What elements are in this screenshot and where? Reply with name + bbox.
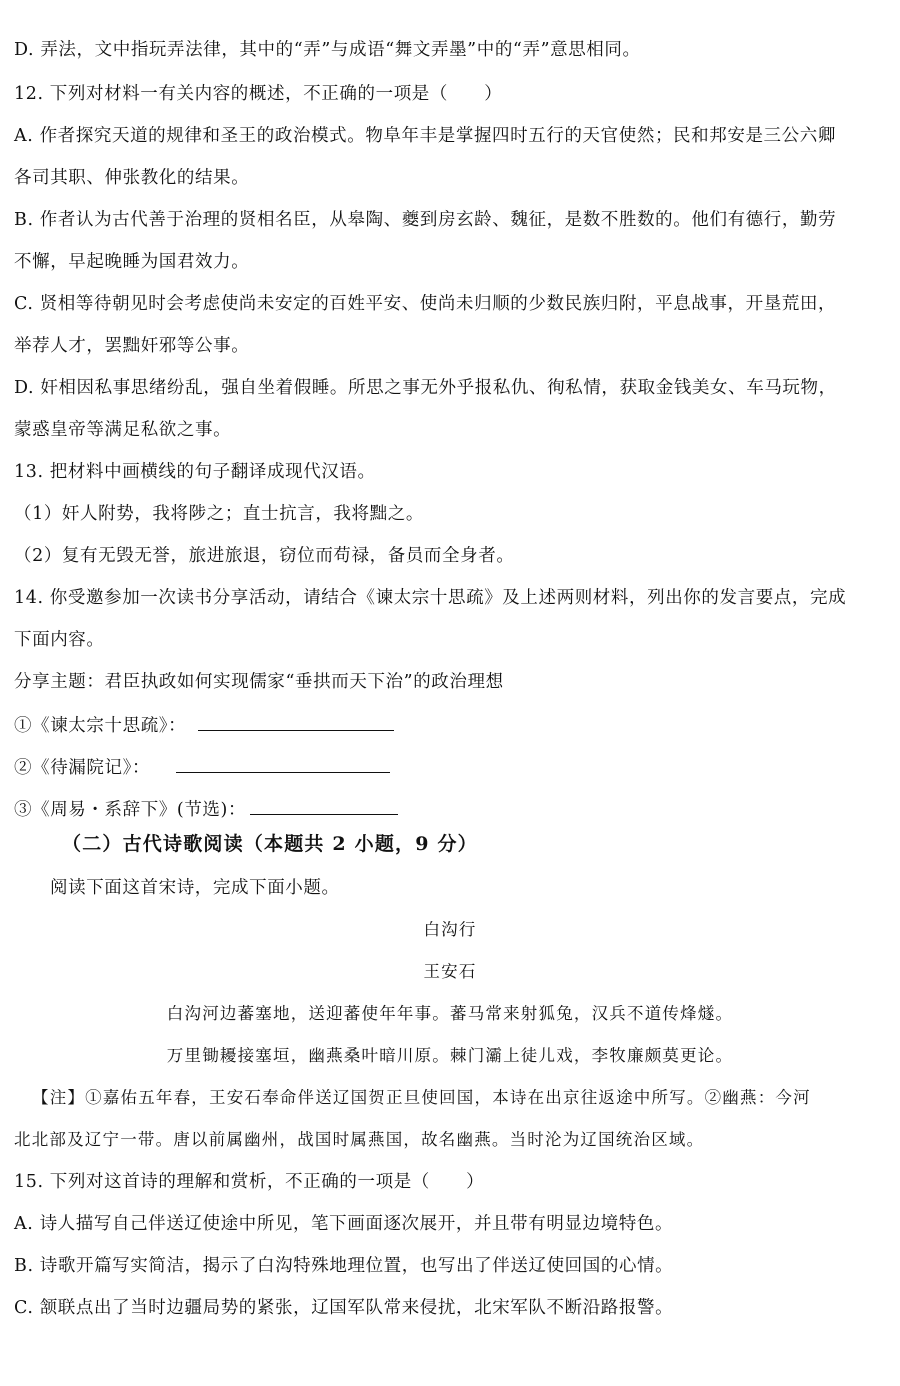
q12-stem: 12. 下列对材料一有关内容的概述，不正确的一项是（ ）	[14, 84, 503, 104]
poem-author: 王安石	[423, 962, 477, 981]
q13-item1: （1）奸人附势，我将陟之；直士抗言，我将黜之。	[14, 504, 424, 524]
q15-option-c: C. 颔联点出了当时边疆局势的紧张，辽国军队常来侵扰，北宋军队不断沿路报警。	[14, 1298, 674, 1318]
q14-answer-row-2	[14, 754, 886, 780]
share-topic: 分享主题：君臣执政如何实现儒家“垂拱而天下治”的政治理想	[14, 672, 504, 692]
section-intro: 阅读下面这首宋诗，完成下面小题。	[50, 878, 340, 898]
poem-title: 白沟行	[423, 920, 477, 939]
q12-option-c-line1: C. 贤相等待朝见时会考虑使尚未安定的百姓平安、使尚未归顺的少数民族归附，平息战事，开垦荒田，	[14, 294, 837, 314]
q12-option-b-line2: 不懈，早起晚睡为国君效力。	[14, 252, 250, 272]
q14-answer-row-3	[14, 796, 886, 822]
q15-stem: 15. 下列对这首诗的理解和赏析，不正确的一项是（ ）	[14, 1172, 485, 1192]
q14-item3-label: ③《周易・系辞下》(节选)：	[14, 800, 247, 820]
q14-item1-label: ①《谏太宗十思疏》：	[14, 716, 187, 736]
poem-line-1: 白沟河边蕃塞地，送迎蕃使年年事。蕃马常来射狐兔，汉兵不道传烽燧。	[166, 1004, 734, 1023]
q14-item2-label: ②《待漏院记》：	[14, 758, 151, 778]
q15-option-b: B. 诗歌开篇写实简洁，揭示了白沟特殊地理位置，也写出了伴送辽使回国的心情。	[14, 1256, 674, 1276]
q13-stem: 13. 把材料中画横线的句子翻译成现代汉语。	[14, 462, 376, 482]
q12-option-c-line2: 举荐人才，罢黜奸邪等公事。	[14, 336, 250, 356]
q15-option-a: A. 诗人描写自己伴送辽使途中所见，笔下画面逐次展开，并且带有明显边境特色。	[14, 1214, 674, 1234]
q13-item2: （2）复有无毁无誉，旅进旅退，窃位而苟禄，备员而全身者。	[14, 546, 515, 566]
q14-stem-line2: 下面内容。	[14, 630, 105, 650]
q14-stem-line1: 14. 你受邀参加一次读书分享活动，请结合《谏太宗十思疏》及上述两则材料，列出你的发言要点，完成	[14, 588, 847, 608]
q11-option-d: D. 弄法，文中指玩弄法律，其中的“弄”与成语“舞文弄墨”中的“弄”意思相同。	[14, 40, 641, 60]
q12-option-d-line2: 蒙惑皇帝等满足私欲之事。	[14, 420, 232, 440]
answer-blank-3[interactable]	[250, 796, 398, 815]
q12-option-b-line1: B. 作者认为古代善于治理的贤相名臣，从皋陶、夔到房玄龄、魏征，是数不胜数的。他们有德行，勤劳	[14, 210, 837, 230]
answer-blank-2[interactable]	[176, 754, 390, 773]
answer-blank-1[interactable]	[198, 712, 394, 731]
q14-answer-row-1	[14, 712, 886, 738]
q12-option-d-line1: D. 奸相因私事思绪纷乱，强自坐着假睡。所思之事无外乎报私仇、徇私情，获取金钱美女、车马玩物，	[14, 378, 837, 398]
poem-line-2: 万里锄耰接塞垣，幽燕桑叶暗川原。棘门灞上徒儿戏，李牧廉颇莫更论。	[166, 1046, 734, 1065]
section-title: （二）古代诗歌阅读（本题共 2 小题，9 分）	[62, 833, 478, 855]
note-line-1: 【注】①嘉佑五年春，王安石奉命伴送辽国贺正旦使回国，本诗在出京往返途中所写。②幽燕：今河	[32, 1088, 811, 1107]
q12-option-a-line2: 各司其职、伸张教化的结果。	[14, 168, 250, 188]
q12-option-a-line1: A. 作者探究天道的规律和圣王的政治模式。物阜年丰是掌握四时五行的天官使然；民和邦安是三公六卿	[14, 126, 836, 146]
note-line-2: 北北部及辽宁一带。唐以前属幽州，战国时属燕国，故名幽燕。当时沦为辽国统治区域。	[14, 1130, 705, 1149]
